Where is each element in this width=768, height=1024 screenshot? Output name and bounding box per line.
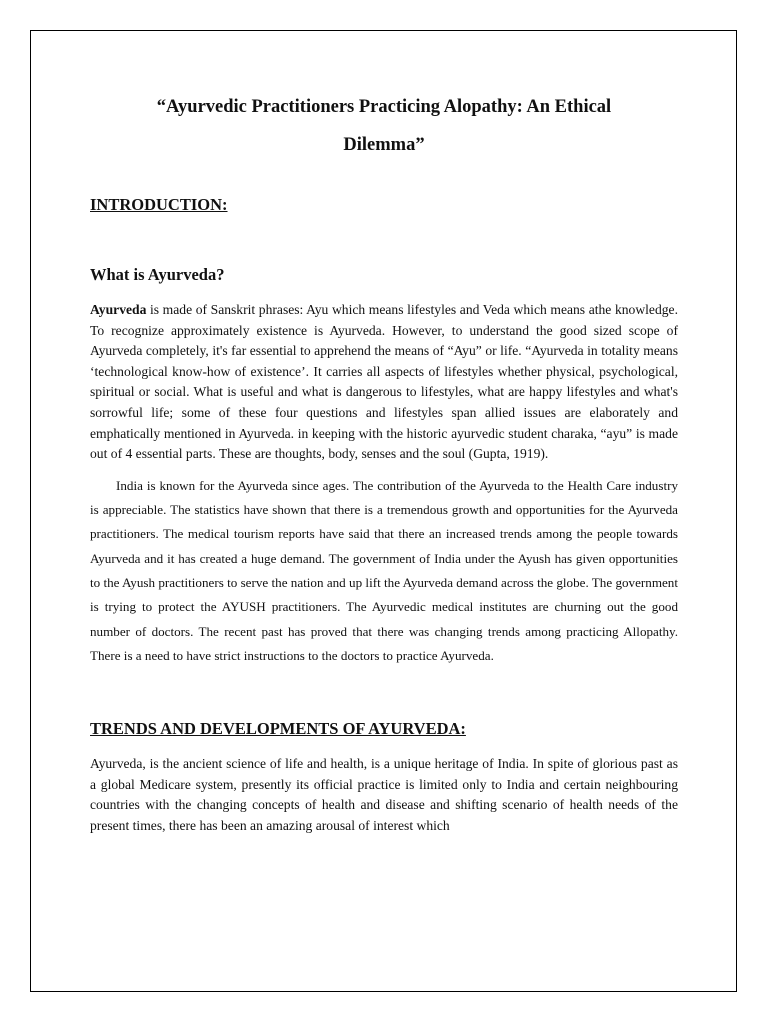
title-line-1: “Ayurvedic Practitioners Practicing Alopathy: An Ethical: [156, 97, 612, 117]
paragraph-3: Ayurveda, is the ancient science of life and health, is a unique heritage of India. In spite of glorious past as a global Medicare system, presently its official practice is limited only to India and certain neighbouring countries with the changing concepts of health and disease and shifting scenario of health needs of the present times, there has been an amazing arousal of interest which: [90, 756, 678, 833]
document-body: [90, 88, 678, 837]
document-title: [90, 88, 678, 164]
trends-heading: TRENDS AND DEVELOPMENTS OF AYURVEDA:: [90, 719, 466, 739]
paragraph-2: India is known for the Ayurveda since ages. The contribution of the Ayurveda to the Health Care industry is appreciable. The statistics have shown that there is a tremendous growth and opportunities for the Ayurveda practitioners. The medical tourism reports have said that there an increased trends among the people towards Ayurveda and it has created a huge demand. The government of India under the Ayush has given opportunities to the Ayush practitioners to serve the nation and up lift the Ayurveda demand across the globe. The government is trying to protect the AYUSH practitioners. The Ayurvedic medical institutes are churning out the good number of doctors. The recent past has proved that there was changing trends among practicing Allopathy. There is a need to have strict instructions to the doctors to practice Ayurveda.: [90, 477, 678, 663]
paragraph-1-bold-term: Ayurveda: [90, 302, 147, 317]
paragraph-1-text: is made of Sanskrit phrases: Ayu which means lifestyles and Veda which means athe knowledge. To recognize approximately existence is Ayurveda. However, to understand the good sized scope of Ayurveda completely, it's far essential to apprehend the means of “Ayu” or life. “Ayurveda in totality means ‘technological know-how of existence’. It carries all aspects of lifestyles whether physical, psychological, spiritual or social. What is useful and what is dangerous to lifestyles, what are happy lifestyles and what's sorrowful life; some of these four questions and lifestyles span allied issues are elaborately and emphatically mentioned in Ayurveda. in keeping with the historic ayurvedic student charaka, “ayu” is made out of 4 essential parts. These are thoughts, body, senses and the soul (Gupta, 1919).: [90, 302, 678, 462]
what-is-ayurveda-heading: What is Ayurveda?: [90, 265, 225, 284]
title-line-2: Dilemma”: [343, 135, 425, 155]
paragraph-1: [90, 300, 678, 465]
introduction-heading: INTRODUCTION:: [90, 195, 228, 214]
